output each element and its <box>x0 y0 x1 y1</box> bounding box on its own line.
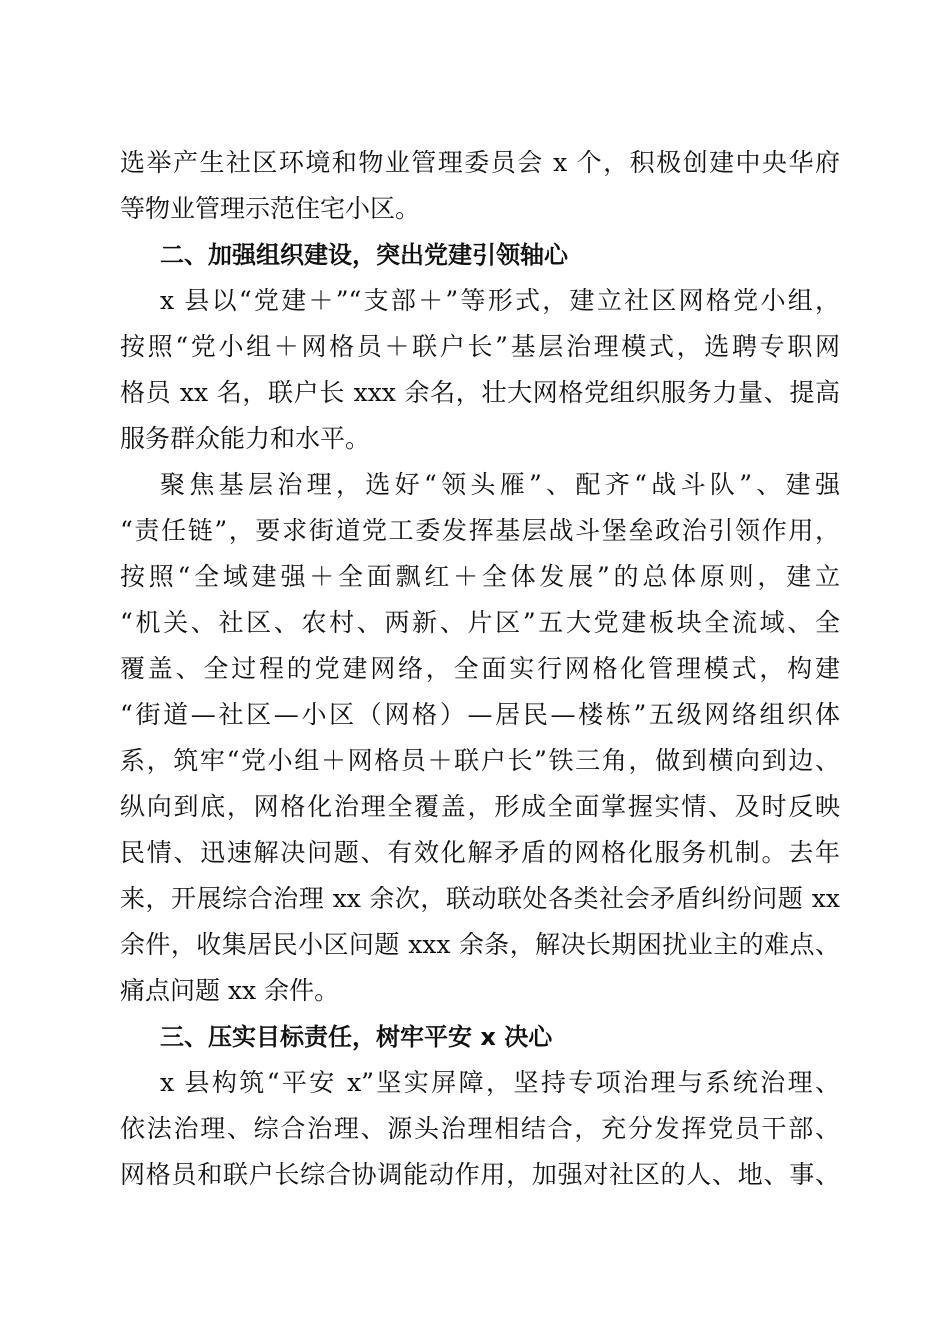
section-heading: 二、加强组织建设，突出党建引领轴心 <box>160 241 568 269</box>
paragraph-line: 覆盖、全过程的党建网络，全面实行网格化管理模式，构建 <box>120 654 840 683</box>
paragraph-line: 纵向到底，网格化治理全覆盖，形成全面掌握实情、及时反映 <box>120 792 840 821</box>
paragraph-line: 选举产生社区环境和物业管理委员会 x 个，积极创建中央华府 <box>120 148 840 177</box>
paragraph-line: 依法治理、综合治理、源头治理相结合，充分发挥党员干部、 <box>120 1114 840 1143</box>
paragraph-line: 等物业管理示范住宅小区。 <box>120 194 421 223</box>
section-heading: 三、压实目标责任，树牢平安 x 决心 <box>160 1023 553 1051</box>
paragraph-line: 来，开展综合治理 xx 余次，联动联处各类社会矛盾纠纷问题 xx <box>120 884 840 913</box>
paragraph-line: 聚焦基层治理，选好“领头雁”、配齐“战斗队”、建强 <box>160 470 840 499</box>
paragraph-line: 民情、迅速解决问题、有效化解矛盾的网格化服务机制。去年 <box>120 838 840 867</box>
paragraph-line: “责任链”，要求街道党工委发挥基层战斗堡垒政治引领作用， <box>120 516 840 545</box>
paragraph-line: “街道—社区—小区（网格）—居民—楼栋”五级网络组织体 <box>120 700 840 729</box>
paragraph-line: 系，筑牢“党小组＋网格员＋联户长”铁三角，做到横向到边、 <box>120 746 840 775</box>
paragraph-line: 网格员和联户长综合协调能动作用，加强对社区的人、地、事、 <box>120 1160 840 1189</box>
paragraph-line: 痛点问题 xx 余件。 <box>120 976 340 1005</box>
paragraph-line: 按照“党小组＋网格员＋联户长”基层治理模式，选聘专职网 <box>120 332 840 361</box>
paragraph-line: x 县以“党建＋”“支部＋”等形式，建立社区网格党小组， <box>160 286 840 315</box>
paragraph-line: “机关、社区、农村、两新、片区”五大党建板块全流域、全 <box>120 608 840 637</box>
paragraph-line: 服务群众能力和水平。 <box>120 424 371 453</box>
paragraph-line: 余件，收集居民小区问题 xxx 余条，解决长期困扰业主的难点、 <box>120 930 840 959</box>
paragraph-line: 按照“全域建强＋全面飘红＋全体发展”的总体原则，建立 <box>120 562 840 591</box>
paragraph-line: x 县构筑“平安 x”坚实屏障，坚持专项治理与系统治理、 <box>160 1068 840 1097</box>
paragraph-line: 格员 xx 名，联户长 xxx 余名，壮大网格党组织服务力量、提高 <box>120 378 840 407</box>
